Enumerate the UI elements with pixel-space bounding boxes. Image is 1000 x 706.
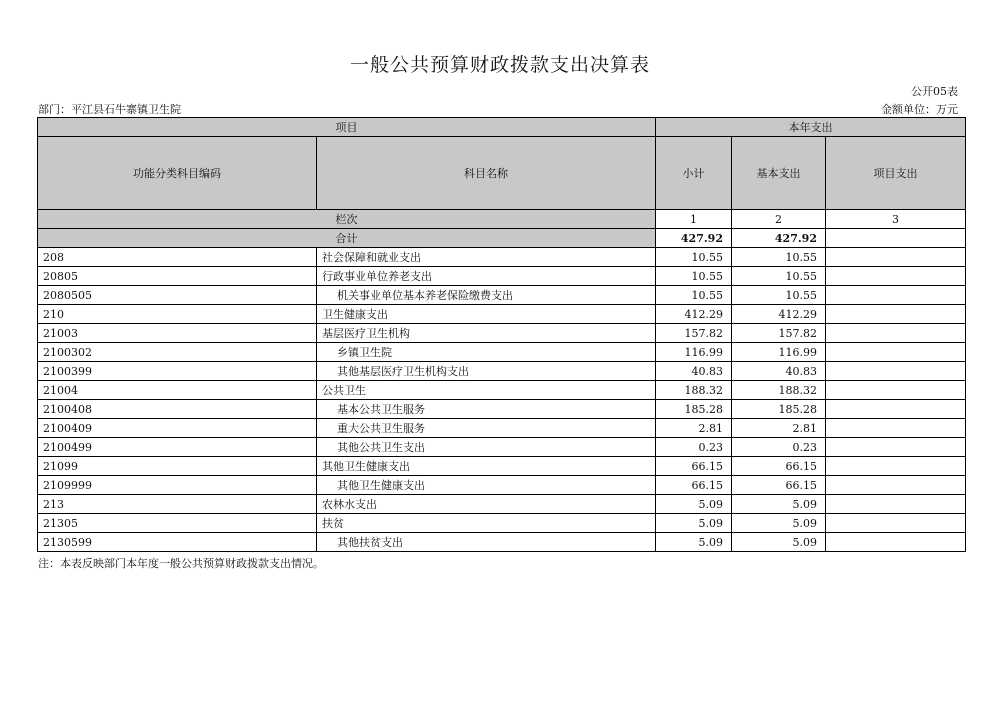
row-project: [826, 495, 966, 514]
total-basic: 427.92: [732, 229, 826, 248]
row-basic: 185.28: [732, 400, 826, 419]
header-subtotal: 小计: [656, 137, 732, 210]
table-row: [38, 324, 966, 343]
row-project: [826, 457, 966, 476]
header-row-1: [38, 118, 966, 137]
row-project: [826, 400, 966, 419]
header-row-2: [38, 137, 966, 210]
row-basic: 5.09: [732, 495, 826, 514]
department-label: 部门：平江县石牛寨镇卫生院: [38, 103, 181, 116]
row-name: 公共卫生: [317, 381, 656, 400]
row-name: 其他扶贫支出: [317, 533, 656, 552]
row-name: 其他卫生健康支出: [317, 476, 656, 495]
row-subtotal: 5.09: [656, 514, 732, 533]
row-basic: 157.82: [732, 324, 826, 343]
row-project: [826, 267, 966, 286]
header-basic: 基本支出: [732, 137, 826, 210]
table-row: [38, 286, 966, 305]
row-subtotal: 188.32: [656, 381, 732, 400]
row-basic: 188.32: [732, 381, 826, 400]
total-project: [826, 229, 966, 248]
expenditure-table: [37, 117, 966, 552]
row-code: 2109999: [38, 476, 317, 495]
unit-label: 金额单位：万元: [881, 103, 958, 116]
row-project: [826, 533, 966, 552]
row-subtotal: 185.28: [656, 400, 732, 419]
row-code: 21004: [38, 381, 317, 400]
header-project: 项目: [38, 118, 656, 137]
row-subtotal: 66.15: [656, 457, 732, 476]
row-name: 其他卫生健康支出: [317, 457, 656, 476]
table-row: [38, 514, 966, 533]
row-basic: 10.55: [732, 267, 826, 286]
row-subtotal: 0.23: [656, 438, 732, 457]
table-row: [38, 419, 966, 438]
row-project: [826, 514, 966, 533]
column-index-2: 2: [732, 210, 826, 229]
row-subtotal: 10.55: [656, 286, 732, 305]
row-project: [826, 248, 966, 267]
row-basic: 0.23: [732, 438, 826, 457]
row-basic: 10.55: [732, 286, 826, 305]
table-row: [38, 362, 966, 381]
row-code: 2080505: [38, 286, 317, 305]
row-code: 21305: [38, 514, 317, 533]
header-project-expenditure: 项目支出: [826, 137, 966, 210]
total-row: [38, 229, 966, 248]
row-subtotal: 5.09: [656, 533, 732, 552]
row-project: [826, 419, 966, 438]
row-name: 扶贫: [317, 514, 656, 533]
table-row: [38, 457, 966, 476]
row-basic: 116.99: [732, 343, 826, 362]
row-subtotal: 116.99: [656, 343, 732, 362]
row-name: 农林水支出: [317, 495, 656, 514]
row-basic: 10.55: [732, 248, 826, 267]
row-subtotal: 5.09: [656, 495, 732, 514]
row-subtotal: 412.29: [656, 305, 732, 324]
column-index-1: 1: [656, 210, 732, 229]
table-row: [38, 343, 966, 362]
row-subtotal: 157.82: [656, 324, 732, 343]
row-code: 210: [38, 305, 317, 324]
row-name: 基本公共卫生服务: [317, 400, 656, 419]
row-name: 其他公共卫生支出: [317, 438, 656, 457]
row-name: 行政事业单位养老支出: [317, 267, 656, 286]
header-name: 科目名称: [317, 137, 656, 210]
row-code: 21099: [38, 457, 317, 476]
row-code: 2100409: [38, 419, 317, 438]
report-title: 一般公共预算财政拨款支出决算表: [349, 54, 650, 76]
row-subtotal: 66.15: [656, 476, 732, 495]
row-project: [826, 305, 966, 324]
row-project: [826, 438, 966, 457]
row-name: 其他基层医疗卫生机构支出: [317, 362, 656, 381]
column-index-3: 3: [826, 210, 966, 229]
row-project: [826, 381, 966, 400]
table-row: [38, 381, 966, 400]
row-code: 213: [38, 495, 317, 514]
table-row: [38, 438, 966, 457]
row-subtotal: 10.55: [656, 248, 732, 267]
row-basic: 66.15: [732, 476, 826, 495]
column-index-row: [38, 210, 966, 229]
row-subtotal: 10.55: [656, 267, 732, 286]
header-code: 功能分类科目编码: [38, 137, 317, 210]
table-row: [38, 476, 966, 495]
row-code: 208: [38, 248, 317, 267]
row-subtotal: 40.83: [656, 362, 732, 381]
row-basic: 66.15: [732, 457, 826, 476]
row-code: 2100499: [38, 438, 317, 457]
table-row: [38, 533, 966, 552]
row-project: [826, 476, 966, 495]
row-code: 2100302: [38, 343, 317, 362]
row-name: 社会保障和就业支出: [317, 248, 656, 267]
header-current-year: 本年支出: [656, 118, 966, 137]
table-row: [38, 305, 966, 324]
row-name: 重大公共卫生服务: [317, 419, 656, 438]
row-basic: 5.09: [732, 514, 826, 533]
row-name: 乡镇卫生院: [317, 343, 656, 362]
row-basic: 5.09: [732, 533, 826, 552]
row-code: 20805: [38, 267, 317, 286]
row-name: 卫生健康支出: [317, 305, 656, 324]
row-basic: 40.83: [732, 362, 826, 381]
table-row: [38, 267, 966, 286]
row-code: 21003: [38, 324, 317, 343]
row-name: 机关事业单位基本养老保险缴费支出: [317, 286, 656, 305]
row-project: [826, 362, 966, 381]
row-basic: 2.81: [732, 419, 826, 438]
total-label: 合计: [38, 229, 656, 248]
row-name: 基层医疗卫生机构: [317, 324, 656, 343]
total-subtotal: 427.92: [656, 229, 732, 248]
row-basic: 412.29: [732, 305, 826, 324]
row-code: 2130599: [38, 533, 317, 552]
row-project: [826, 343, 966, 362]
row-project: [826, 324, 966, 343]
table-row: [38, 400, 966, 419]
footnote: 注：本表反映部门本年度一般公共预算财政拨款支出情况。: [38, 557, 324, 570]
table-row: [38, 248, 966, 267]
column-index-label: 栏次: [38, 210, 656, 229]
row-project: [826, 286, 966, 305]
row-subtotal: 2.81: [656, 419, 732, 438]
form-number: 公开05表: [911, 85, 958, 98]
row-code: 2100408: [38, 400, 317, 419]
table-row: [38, 495, 966, 514]
row-code: 2100399: [38, 362, 317, 381]
